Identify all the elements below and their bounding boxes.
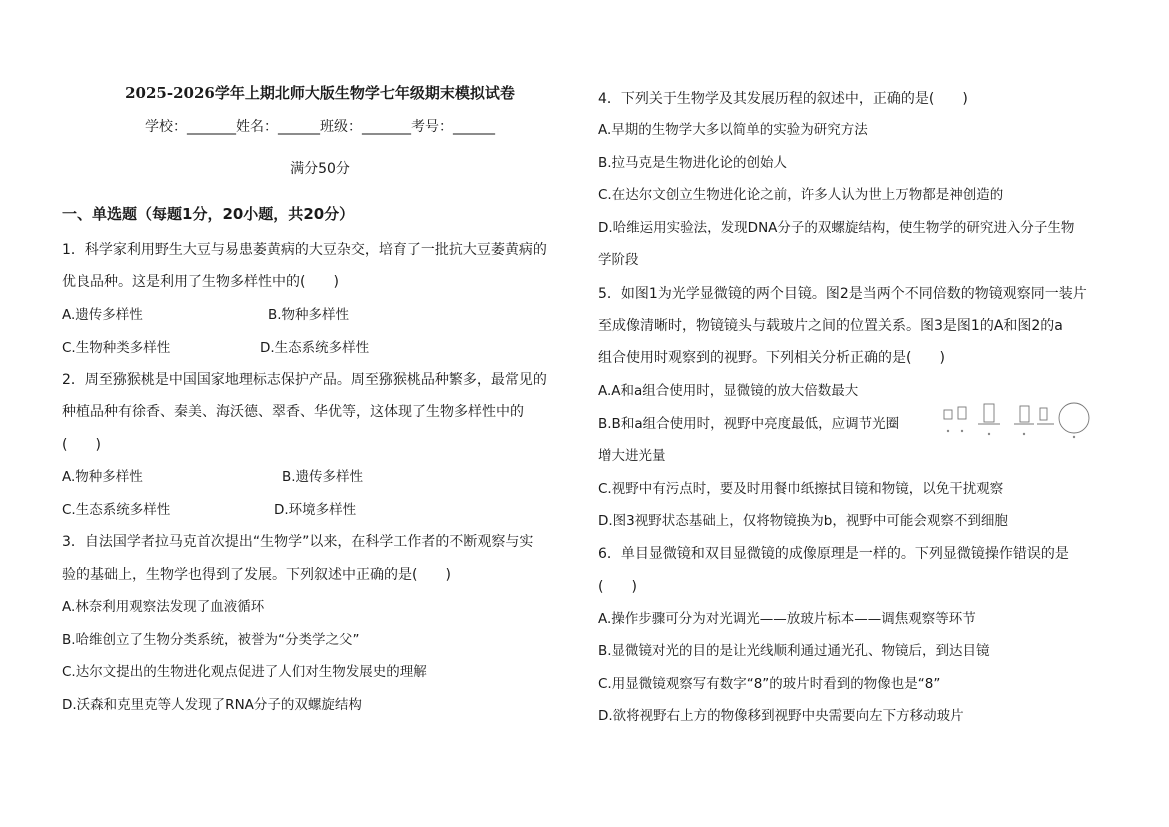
- option-c: C.用显微镜观察写有数字“8”的玻片时看到的物像也是“8”: [598, 676, 941, 692]
- question-stem-line: ( ): [598, 579, 637, 595]
- option-c: C.达尔文提出的生物进化观点促进了人们对生物发展史的理解: [62, 664, 427, 680]
- option-b-continued: 增大进光量: [598, 448, 666, 464]
- option-d: D.图3视野状态基础上，仅将物镜换为b，视野中可能会观察不到细胞: [598, 513, 1008, 529]
- option-a: A.物种多样性: [62, 469, 143, 485]
- question-stem-line: 5．如图1为光学显微镜的两个目镜。图2是当两个不同倍数的物镜观察同一装片: [598, 286, 1087, 302]
- option-d-continued: 学阶段: [598, 252, 639, 268]
- option-c: C.生态系统多样性: [62, 502, 171, 518]
- question-stem-line: 3．自法国学者拉马克首次提出“生物学”以来，在科学工作者的不断观察与实: [62, 534, 534, 550]
- option-c: C.生物种类多样性: [62, 340, 171, 356]
- option-b: B.拉马克是生物进化论的创始人: [598, 155, 788, 171]
- option-a: A.早期的生物学大多以简单的实验为研究方法: [598, 122, 868, 138]
- option-a: A.操作步骤可分为对光调光——放玻片标本——调焦观察等环节: [598, 611, 976, 627]
- option-d: D.欲将视野右上方的物像移到视野中央需要向左下方移动玻片: [598, 708, 964, 724]
- option-b: B.B和a组合使用时，视野中亮度最低，应调节光圈: [598, 416, 900, 432]
- option-a: A.林奈利用观察法发现了血液循环: [62, 599, 265, 615]
- option-c: C.视野中有污点时，要及时用餐巾纸擦拭目镜和物镜，以免干扰观察: [598, 481, 1004, 497]
- question-stem-line: 至成像清晰时，物镜镜头与载玻片之间的位置关系。图3是图1的A和图2的a: [598, 318, 1063, 334]
- question-stem-line: 6．单目显微镜和双目显微镜的成像原理是一样的。下列显微镜操作错误的是: [598, 546, 1069, 562]
- option-b: B.遗传多样性: [282, 469, 364, 485]
- question-stem-line: 种植品种有徐香、秦美、海沃德、翠香、华优等，这体现了生物多样性中的: [62, 404, 524, 420]
- option-c: C.在达尔文创立生物进化论之前，许多人认为世上万物都是神创造的: [598, 187, 1004, 203]
- option-a: A.A和a组合使用时，显微镜的放大倍数最大: [598, 383, 859, 399]
- question-stem-line: ( ): [62, 437, 101, 453]
- question-stem-line: 2．周至猕猴桃是中国国家地理标志保护产品。周至猕猴桃品种繁多，最常见的: [62, 372, 547, 388]
- option-d: D.沃森和克里克等人发现了RNA分子的双螺旋结构: [62, 697, 362, 713]
- option-a: A.遗传多样性: [62, 307, 143, 323]
- option-b: B.显微镜对光的目的是让光线顺利通过通光孔、物镜后，到达目镜: [598, 643, 990, 659]
- exam-title: 2025-2026学年上期北师大版生物学七年级期末模拟试卷: [125, 84, 515, 102]
- question-stem-line: 验的基础上，生物学也得到了发展。下列叙述中正确的是( ): [62, 567, 451, 583]
- section-heading-single-choice: 一、单选题（每题1分，20小题，共20分）: [62, 205, 355, 223]
- question-stem-line: 组合使用时观察到的视野。下列相关分析正确的是( ): [598, 350, 945, 366]
- student-info-line: 学校：_______姓名：______班级：_______考号：______: [145, 119, 495, 135]
- microscope-figure: [942, 398, 1092, 442]
- option-b: B.物种多样性: [268, 307, 350, 323]
- question-stem-line: 优良品种。这是利用了生物多样性中的( ): [62, 274, 339, 290]
- option-d: D.生态系统多样性: [260, 340, 370, 356]
- full-score: 满分50分: [290, 161, 350, 177]
- question-stem-line: 4．下列关于生物学及其发展历程的叙述中，正确的是( ): [598, 91, 968, 107]
- question-stem-line: 1．科学家利用野生大豆与易患萎黄病的大豆杂交，培育了一批抗大豆萎黄病的: [62, 242, 547, 258]
- option-d: D.环境多样性: [274, 502, 357, 518]
- option-d: D.哈维运用实验法，发现DNA分子的双螺旋结构，使生物学的研究进入分子生物: [598, 220, 1075, 236]
- option-b: B.哈维创立了生物分类系统，被誉为“分类学之父”: [62, 632, 360, 648]
